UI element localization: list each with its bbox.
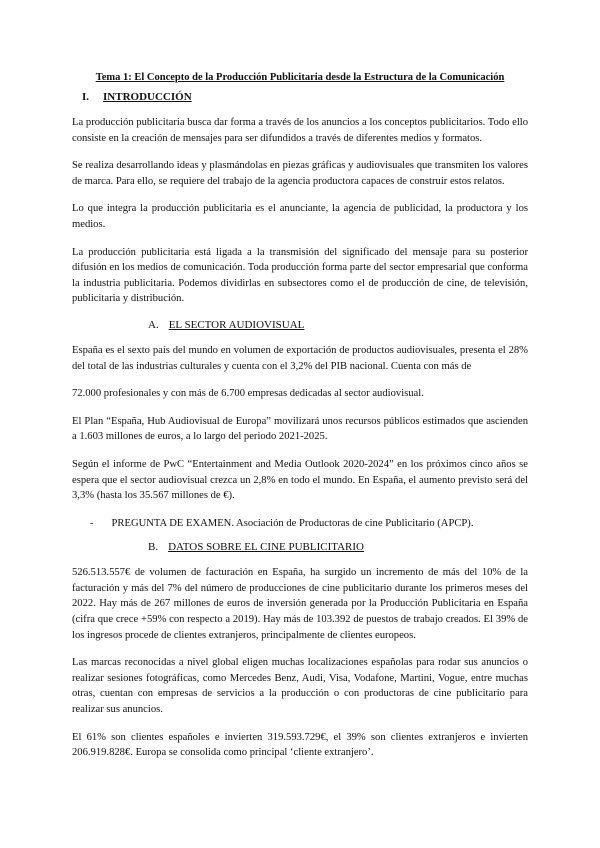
- bullet-text: PREGUNTA DE EXAMEN. Asociación de Productoras de cine Publicitario (APCP).: [111, 517, 474, 529]
- intro-paragraph: La producción publicitaria está ligada a la transmisión del significado del mensaje para su posterior difusión en los medios de comunicación. Toda producción forma parte del sector empresarial que conforma la industria publicitaria. Podemos dividirlas en subsectores como el de producción de cine, de televisión, publicitaria y distribución.: [72, 246, 528, 305]
- subsection-b-letter: B.: [148, 541, 159, 554]
- intro-paragraph: Lo que integra la producción publicitaria es el anunciante, la agencia de publicidad, la productora y los medios.: [72, 203, 528, 230]
- subsection-b-heading: [148, 541, 528, 553]
- section-heading: [82, 91, 528, 103]
- document-page: [72, 72, 528, 773]
- subsection-a-heading: [148, 319, 528, 331]
- bullet-marker: -: [90, 517, 94, 529]
- subsection-b-label: DATOS SOBRE EL CINE PUBLICITARIO: [168, 541, 364, 554]
- subsection-a-label: EL SECTOR AUDIOVISUAL: [168, 318, 305, 331]
- cine-publicitario-paragraph: Las marcas reconocidas a nivel global eligen muchas localizaciones españolas para rodar sus anuncios o realizar sesiones fotográficas, como Mercedes Benz, Audi, Visa, Vodafone, Martini, Vogue, entre muchas otras, cuentan con empresas de servicios a la producción o con productoras de cine publicitario para realizar sus anuncios.: [72, 657, 528, 716]
- exam-question-bullet: [90, 516, 528, 532]
- intro-paragraph: La producción publicitaria busca dar forma a través de los anuncios a los conceptos publicitarios. Todo ello consiste en la creación de mensajes para ser difundidos a través de diferentes medios y formatos.: [72, 117, 528, 144]
- cine-publicitario-paragraph: El 61% son clientes españoles e invierten 319.593.729€, el 39% son clientes extranjeros e invierten 206.919.828€. Europa se consolida como principal ‘cliente extranjero’.: [72, 731, 528, 759]
- cine-publicitario-paragraph: 526.513.557€ de volumen de facturación en España, ha surgido un incremento de más del 10% de la facturación y más del 7% del número de producciones de cine publicitario durante los primeros meses del 2022. Hay más de 267 millones de euros de inversión generada por la Producción Publicitaria en España (cifra que crece +59% con respecto a 2019). Hay más de 103.392 de puestos de trabajo creados. El 39% de los ingresos procede de clientes extranjeros, principalmente de clientes europeos.: [72, 567, 528, 641]
- section-number: I.: [82, 91, 90, 103]
- audiovisual-paragraph: El Plan “España, Hub Audiovisual de Europa” movilizará unos recursos públicos estimados que ascienden a 1.603 millones de euros, a lo largo del periodo 2021-2025.: [72, 415, 528, 443]
- subsection-a-letter: A.: [148, 318, 159, 331]
- audiovisual-paragraph: España es el sexto país del mundo en volumen de exportación de productos audiovisuales, presenta el 28% del total de las industrias culturales y cuenta con el 3,2% del PIB nacional. Cuenta con más de: [72, 344, 528, 372]
- audiovisual-paragraph: 72.000 profesionales y con más de 6.700 empresas dedicadas al sector audiovisual.: [72, 388, 424, 400]
- audiovisual-paragraph: Según el informe de PwC “Entertainment and Media Outlook 2020-2024” en los próximos cinco años se espera que el sector audiovisual crezca un 2,8% en todo el mundo. En España, el aumento previsto será del 3,3% (hasta los 35.567 millones de €).: [72, 458, 528, 502]
- section-label: INTRODUCCIÓN: [103, 91, 192, 103]
- intro-paragraph: Se realiza desarrollando ideas y plasmándolas en piezas gráficas y audiovisuales que transmiten los valores de marca. Para ello, se requiere del trabajo de la agencia productora capaces de construir estos relatos.: [72, 160, 528, 187]
- document-title: Tema 1: El Concepto de la Producción Publicitaria desde la Estructura de la Comunicación: [95, 72, 505, 83]
